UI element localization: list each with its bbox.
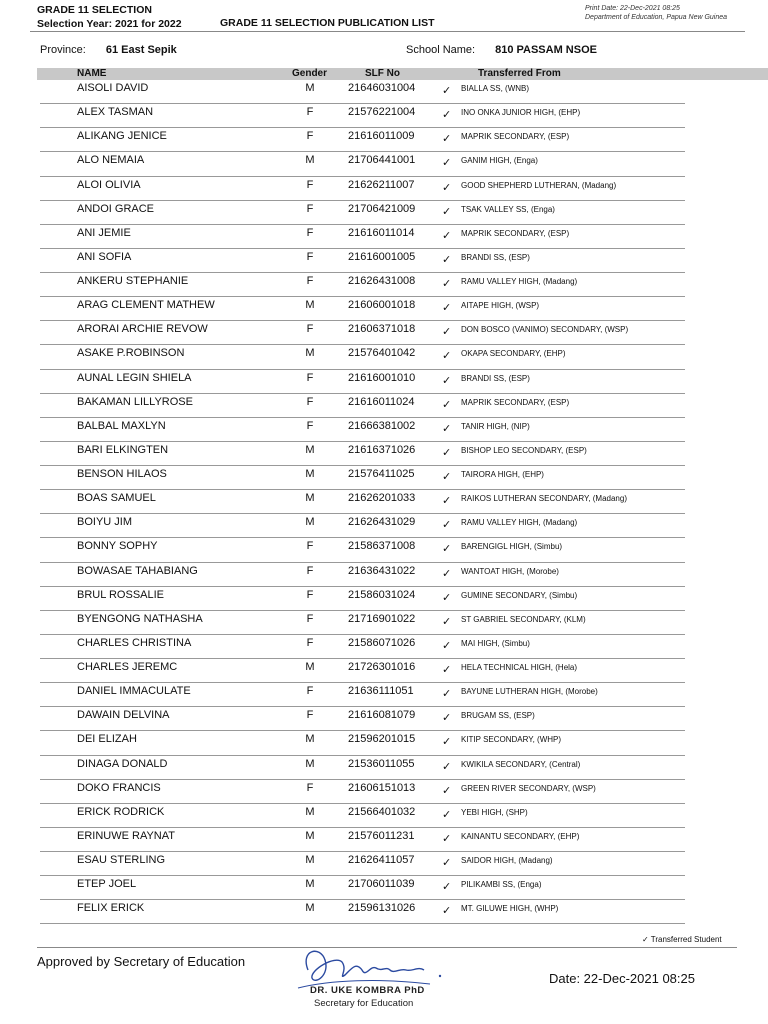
transferred-from: GOOD SHEPHERD LUTHERAN, (Madang) — [461, 180, 617, 190]
transferred-from: AITAPE HIGH, (WSP) — [461, 301, 540, 311]
student-gender: F — [306, 202, 314, 215]
student-name: ASAKE P.ROBINSON — [77, 347, 185, 360]
transferred-from: HELA TECHNICAL HIGH, (Hela) — [461, 663, 578, 672]
student-name: FELIX ERICK — [77, 902, 145, 915]
check-icon: ✓ — [442, 133, 452, 146]
student-slf-number: 21596201015 — [348, 733, 416, 746]
transferred-from: RAMU VALLEY HIGH, (Madang) — [461, 518, 578, 528]
transferred-from: INO ONKA JUNIOR HIGH, (EHP) — [461, 108, 581, 118]
header-divider — [30, 31, 745, 32]
student-name: AISOLI DAVID — [77, 82, 149, 94]
student-gender: F — [306, 250, 314, 263]
student-gender: M — [305, 902, 315, 915]
check-icon: ✓ — [442, 350, 452, 363]
transferred-from: BRANDI SS, (ESP) — [461, 373, 530, 383]
table-row — [40, 635, 685, 659]
transferred-from: KWIKILA SECONDARY, (Central) — [461, 759, 581, 769]
check-icon: ✓ — [642, 935, 649, 944]
transferred-from: OKAPA SECONDARY, (EHP) — [461, 349, 566, 359]
student-slf-number: 21606001018 — [348, 299, 416, 312]
check-icon: ✓ — [442, 398, 452, 411]
student-name: ALEX TASMAN — [77, 106, 154, 119]
student-slf-number: 21646031004 — [348, 82, 416, 94]
student-slf-number: 21616011014 — [348, 226, 415, 239]
table-row — [40, 490, 685, 514]
student-name: ANDOI GRACE — [77, 202, 155, 215]
student-gender: F — [306, 226, 314, 239]
check-icon: ✓ — [442, 326, 452, 339]
student-slf-number: 21576011231 — [348, 829, 415, 842]
check-icon: ✓ — [442, 784, 452, 797]
student-slf-number: 21636111051 — [348, 685, 414, 698]
student-name: CHARLES JEREMC — [77, 661, 178, 673]
check-icon: ✓ — [442, 205, 452, 218]
student-name: ALO NEMAIA — [77, 154, 145, 167]
transferred-from: BAYUNE LUTHERAN HIGH, (Morobe) — [461, 687, 598, 697]
check-icon: ✓ — [442, 712, 452, 725]
check-icon: ✓ — [442, 446, 452, 459]
student-gender: F — [306, 395, 314, 408]
student-name: AUNAL LEGIN SHIELA — [77, 371, 192, 384]
signer-name: DR. UKE KOMBRA PhD — [310, 985, 425, 996]
check-icon: ✓ — [442, 519, 452, 532]
student-slf-number: 21576401042 — [348, 347, 416, 360]
transferred-from: WANTOAT HIGH, (Morobe) — [461, 566, 559, 576]
student-name: BOIYU JIM — [77, 516, 133, 529]
check-icon: ✓ — [442, 471, 452, 483]
table-row — [40, 563, 685, 587]
check-icon: ✓ — [442, 109, 452, 122]
table-row — [40, 683, 685, 707]
table-row — [40, 273, 685, 297]
check-icon: ✓ — [442, 85, 452, 97]
student-slf-number: 21626411057 — [348, 854, 415, 866]
student-name: BOWASAE TAHABIANG — [77, 564, 198, 577]
student-slf-number: 21666381002 — [348, 419, 416, 432]
student-name: BRUL ROSSALIE — [77, 588, 165, 601]
student-gender: M — [305, 492, 315, 505]
student-slf-number: 21616001010 — [348, 371, 416, 384]
column-header-slf: SLF No — [365, 68, 400, 79]
transferred-from: TSAK VALLEY SS, (Enga) — [461, 204, 555, 214]
student-gender: F — [306, 685, 314, 698]
student-slf-number: 21626431008 — [348, 275, 416, 287]
student-gender: M — [305, 854, 315, 866]
check-icon: ✓ — [442, 567, 452, 580]
student-name: BENSON HILAOS — [77, 468, 167, 480]
student-gender: M — [305, 661, 315, 673]
table-row — [40, 707, 685, 731]
table-row — [40, 370, 685, 394]
student-slf-number: 21566401032 — [348, 805, 416, 818]
print-info — [585, 5, 727, 22]
check-icon: ✓ — [442, 157, 452, 170]
check-icon: ✓ — [442, 736, 452, 749]
transferred-from: DON BOSCO (VANIMO) SECONDARY, (WSP) — [461, 325, 629, 335]
transferred-from: SAIDOR HIGH, (Madang) — [461, 856, 553, 865]
print-date: Print Date: 22-Dec-2021 08:25 — [585, 5, 680, 12]
student-gender: M — [305, 805, 315, 818]
transferred-from: BISHOP LEO SECONDARY, (ESP) — [461, 445, 587, 455]
table-row — [40, 731, 685, 755]
student-slf-number: 21706421009 — [348, 202, 416, 215]
student-gender: F — [306, 419, 314, 432]
student-gender: M — [305, 347, 315, 360]
student-gender: F — [306, 323, 314, 336]
transferred-from: MAPRIK SECONDARY, (ESP) — [461, 397, 570, 407]
table-row — [40, 418, 685, 442]
table-row — [40, 249, 685, 273]
table-row — [40, 321, 685, 345]
check-icon: ✓ — [442, 495, 452, 508]
table-row — [40, 587, 685, 611]
student-name: ESAU STERLING — [77, 854, 166, 866]
student-slf-number: 21606371018 — [348, 323, 416, 336]
table-row — [40, 80, 685, 104]
legend-label: Transferred Student — [650, 935, 722, 944]
school-label: School Name: — [406, 44, 476, 56]
student-gender: F — [306, 781, 314, 794]
student-name: BONNY SOPHY — [77, 540, 158, 553]
student-slf-number: 21616371026 — [348, 443, 416, 456]
transferred-from: PILIKAMBI SS, (Enga) — [461, 880, 542, 890]
table-row — [40, 538, 685, 562]
transferred-from: MAPRIK SECONDARY, (ESP) — [461, 228, 570, 238]
check-icon: ✓ — [442, 881, 452, 894]
student-gender: M — [305, 299, 315, 312]
table-row — [40, 152, 685, 176]
student-name: ERINUWE RAYNAT — [77, 829, 175, 842]
student-gender: F — [306, 540, 314, 553]
check-icon: ✓ — [442, 181, 452, 194]
student-name: ARAG CLEMENT MATHEW — [77, 299, 215, 312]
column-header-transferred-from: Transferred From — [478, 68, 561, 79]
student-gender: F — [306, 636, 314, 649]
student-name: ALIKANG JENICE — [77, 130, 167, 143]
student-name: BOAS SAMUEL — [77, 492, 156, 505]
check-icon: ✓ — [442, 857, 452, 869]
student-slf-number: 21576221004 — [348, 106, 416, 119]
check-icon: ✓ — [442, 422, 452, 435]
transferred-from: TAIRORA HIGH, (EHP) — [461, 470, 544, 479]
student-slf-number: 21626201033 — [348, 492, 416, 505]
transferred-from: MAPRIK SECONDARY, (ESP) — [461, 132, 570, 142]
transferred-from: BRUGAM SS, (ESP) — [461, 711, 535, 721]
transferred-from: KAINANTU SECONDARY, (EHP) — [461, 831, 580, 841]
table-row — [40, 466, 685, 490]
table-row — [40, 345, 685, 369]
selection-title: GRADE 11 SELECTION — [37, 4, 152, 16]
check-icon: ✓ — [442, 760, 452, 773]
student-slf-number: 21636431022 — [348, 564, 416, 577]
check-icon: ✓ — [442, 808, 452, 821]
transferred-from: BARENGIGL HIGH, (Simbu) — [461, 542, 563, 552]
check-icon: ✓ — [442, 253, 452, 266]
student-gender: M — [305, 468, 315, 480]
student-slf-number: 21596131026 — [348, 902, 416, 915]
student-name: DANIEL IMMACULATE — [77, 685, 191, 698]
student-slf-number: 21606151013 — [348, 781, 416, 794]
table-row — [40, 780, 685, 804]
table-row — [40, 876, 685, 900]
table-row — [40, 514, 685, 538]
student-slf-number: 21706441001 — [348, 154, 416, 167]
transferred-from: GREEN RIVER SECONDARY, (WSP) — [461, 783, 596, 793]
student-gender: F — [306, 275, 314, 287]
student-gender: F — [306, 106, 314, 119]
table-row — [40, 756, 685, 780]
signer-title: Secretary for Education — [314, 998, 414, 1009]
school-value: 810 PASSAM NSOE — [495, 44, 597, 56]
check-icon: ✓ — [442, 688, 452, 701]
legend — [642, 935, 722, 944]
check-icon: ✓ — [442, 615, 452, 628]
student-name: ANKERU STEPHANIE — [77, 275, 189, 287]
student-name: BALBAL MAXLYN — [77, 419, 166, 432]
table-row — [40, 104, 685, 128]
table-row — [40, 394, 685, 418]
student-gender: F — [306, 612, 314, 625]
check-icon: ✓ — [442, 229, 452, 242]
province-value: 61 East Sepik — [105, 44, 177, 56]
student-name: ERICK RODRICK — [77, 805, 165, 818]
approval-date: Date: 22-Dec-2021 08:25 — [549, 971, 695, 986]
student-name: BAKAMAN LILLYROSE — [77, 395, 193, 408]
table-row — [40, 852, 685, 876]
transferred-from: TANIR HIGH, (NIP) — [461, 421, 530, 431]
check-icon: ✓ — [442, 543, 452, 556]
student-gender: F — [306, 588, 314, 601]
student-slf-number: 21726301016 — [348, 661, 416, 673]
check-icon: ✓ — [442, 832, 452, 845]
transferred-from: RAMU VALLEY HIGH, (Madang) — [461, 277, 578, 286]
student-gender: M — [305, 516, 315, 529]
student-gender: F — [306, 178, 314, 191]
student-name: ANI JEMIE — [77, 226, 131, 239]
check-icon: ✓ — [442, 591, 452, 604]
province-field — [40, 44, 177, 56]
table-header — [37, 68, 768, 80]
student-name: BARI ELKINGTEN — [77, 443, 169, 456]
student-slf-number: 21706011039 — [348, 878, 415, 891]
student-gender: F — [306, 371, 314, 384]
transferred-from: RAIKOS LUTHERAN SECONDARY, (Madang) — [461, 494, 627, 504]
transferred-from: GANIM HIGH, (Enga) — [461, 156, 538, 166]
student-name: ARORAI ARCHIE REVOW — [77, 323, 208, 336]
student-slf-number: 21626431029 — [348, 516, 416, 529]
student-name: CHARLES CHRISTINA — [77, 636, 192, 649]
student-slf-number: 21616011024 — [348, 395, 415, 408]
student-slf-number: 21616081079 — [348, 709, 416, 722]
table-row — [40, 804, 685, 828]
selection-year: Selection Year: 2021 for 2022 — [37, 18, 182, 30]
student-slf-number: 21586371008 — [348, 540, 416, 553]
student-gender: F — [306, 709, 314, 722]
table-row — [40, 900, 685, 924]
table-row — [40, 177, 685, 201]
student-name: DEI ELIZAH — [77, 733, 137, 746]
student-slf-number: 21586071026 — [348, 636, 416, 649]
student-name: ALOI OLIVIA — [77, 178, 141, 191]
publication-title: GRADE 11 SELECTION PUBLICATION LIST — [220, 17, 435, 29]
check-icon: ✓ — [442, 664, 452, 676]
student-gender: M — [305, 829, 315, 842]
column-header-name: NAME — [77, 68, 107, 79]
check-icon: ✓ — [442, 639, 452, 652]
student-gender: F — [306, 130, 314, 143]
table-row — [40, 297, 685, 321]
student-name: DINAGA DONALD — [77, 757, 168, 770]
transferred-from: BRANDI SS, (ESP) — [461, 252, 530, 262]
transferred-from: MAI HIGH, (Simbu) — [461, 638, 530, 648]
student-table — [0, 80, 768, 924]
table-row — [40, 828, 685, 852]
student-gender: M — [305, 757, 315, 770]
student-name: BYENGONG NATHASHA — [77, 612, 203, 625]
student-slf-number: 21586031024 — [348, 588, 416, 601]
approval-statement: Approved by Secretary of Education — [37, 954, 246, 969]
student-slf-number: 21716901022 — [348, 612, 416, 625]
department-name: Department of Education, Papua New Guinea — [585, 13, 728, 21]
table-row — [40, 659, 685, 683]
student-gender: M — [305, 878, 315, 891]
student-gender: M — [305, 733, 315, 746]
table-row — [40, 442, 685, 466]
column-header-gender: Gender — [292, 68, 328, 79]
student-slf-number: 21626211007 — [348, 178, 415, 191]
student-name: DOKO FRANCIS — [77, 781, 161, 794]
table-row — [40, 611, 685, 635]
transferred-from: YEBI HIGH, (SHP) — [461, 807, 528, 817]
check-icon: ✓ — [442, 905, 452, 918]
student-slf-number: 21616001005 — [348, 250, 416, 263]
table-row — [40, 225, 685, 249]
student-gender: M — [305, 443, 315, 456]
student-name: ETEP JOEL — [77, 878, 137, 891]
student-name: ANI SOFIA — [77, 250, 132, 263]
check-icon: ✓ — [442, 302, 452, 315]
transferred-from: GUMINE SECONDARY, (Simbu) — [461, 590, 578, 600]
transferred-from: KITIP SECONDARY, (WHP) — [461, 735, 562, 745]
school-field — [406, 44, 597, 56]
student-gender: M — [305, 82, 315, 94]
province-label: Province: — [40, 44, 86, 56]
check-icon: ✓ — [442, 278, 452, 290]
student-slf-number: 21616011009 — [348, 130, 415, 143]
student-gender: F — [306, 564, 314, 577]
transferred-from: BIALLA SS, (WNB) — [461, 84, 530, 93]
table-row — [40, 128, 685, 152]
student-slf-number: 21536011055 — [348, 757, 415, 770]
document-header — [37, 3, 182, 31]
check-icon: ✓ — [442, 374, 452, 387]
student-gender: M — [305, 154, 315, 167]
table-row — [40, 201, 685, 225]
transferred-from: MT. GILUWE HIGH, (WHP) — [461, 904, 559, 914]
student-name: DAWAIN DELVINA — [77, 709, 170, 722]
transferred-from: ST GABRIEL SECONDARY, (KLM) — [461, 614, 586, 624]
student-slf-number: 21576411025 — [348, 468, 415, 480]
